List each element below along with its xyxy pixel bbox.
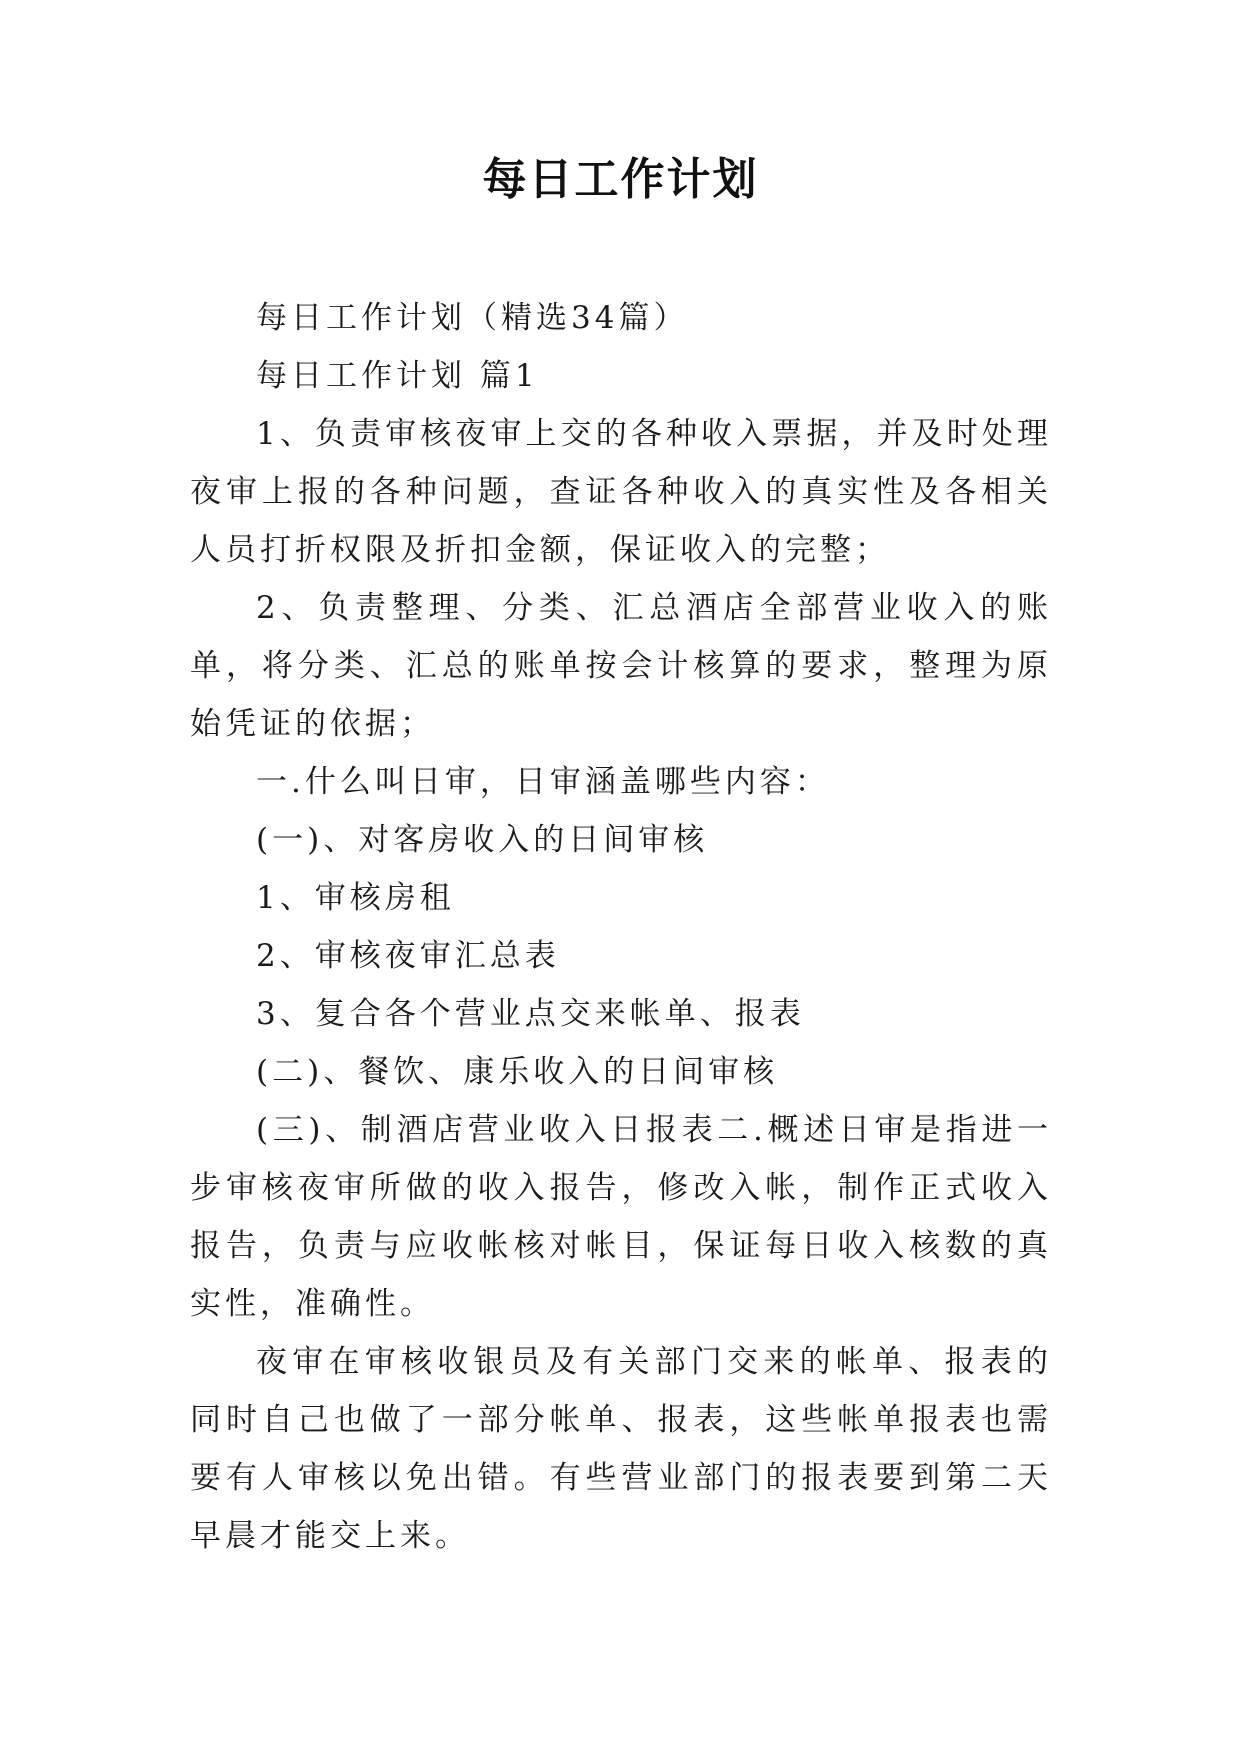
- paragraph-subsection-3: (三)、制酒店营业收入日报表二.概述日审是指进一步审核夜审所做的收入报告，修改入帐，制作正式收入报告，负责与应收帐核对帐目，保证每日收入核数的真实性，准确性。: [190, 1112, 1052, 1322]
- document-title: 每日工作计划: [482, 154, 759, 205]
- paragraph-subsection-2: (二)、餐饮、康乐收入的日间审核: [256, 1054, 779, 1090]
- paragraph-question: 一.什么叫日审，日审涵盖哪些内容：: [256, 764, 830, 800]
- paragraph-list-item: 2、审核夜审汇总表: [256, 938, 560, 974]
- paragraph-section-heading: 每日工作计划 篇1: [256, 358, 539, 394]
- paragraph-subtitle: 每日工作计划（精选34篇）: [256, 300, 689, 336]
- document-body: [190, 289, 1052, 1565]
- paragraph-subsection-1: (一)、对客房收入的日间审核: [256, 822, 709, 858]
- paragraph-item-1: 1、负责审核夜审上交的各种收入票据，并及时处理夜审上报的各种问题，查证各种收入的真实性及各相关人员打折权限及折扣金额，保证收入的完整；: [190, 416, 1052, 568]
- paragraph-night-audit: 夜审在审核收银员及有关部门交来的帐单、报表的同时自己也做了一部分帐单、报表，这些帐单报表也需要有人审核以免出错。有些营业部门的报表要到第二天早晨才能交上来。: [190, 1344, 1052, 1554]
- paragraph-item-2: 2、负责整理、分类、汇总酒店全部营业收入的账单，将分类、汇总的账单按会计核算的要求，整理为原始凭证的依据；: [190, 590, 1052, 742]
- paragraph-list-item: 3、复合各个营业点交来帐单、报表: [256, 996, 805, 1032]
- paragraph-list-item: 1、审核房租: [256, 880, 455, 916]
